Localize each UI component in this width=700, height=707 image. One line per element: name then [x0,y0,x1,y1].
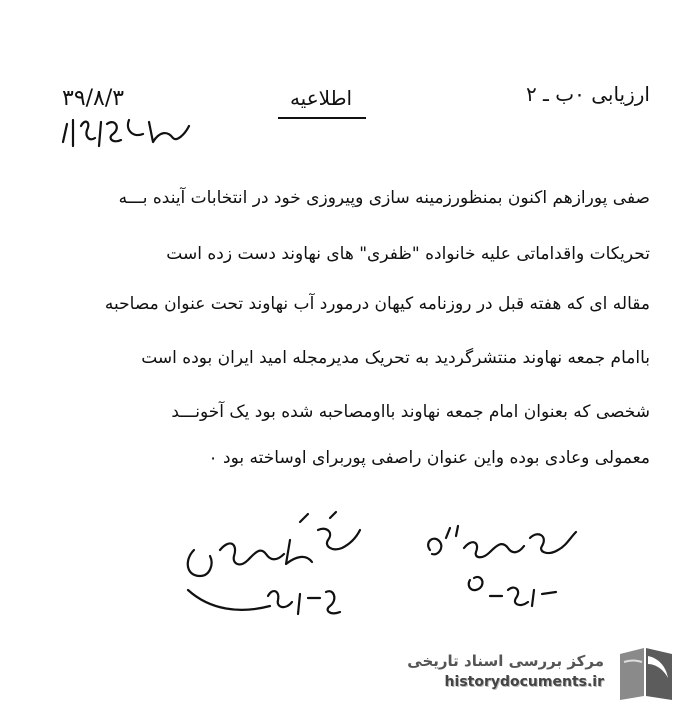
archive-center-name: مرکز بررسی اسناد تاریخی [407,652,604,670]
handwritten-date-signature [55,112,205,152]
body-line: تحریکات واقداماتی علیه خانواده "ظفری" های نهاوند دست زده است [166,244,650,264]
document-title: اطلاعیه [289,86,353,110]
body-line: مقاله ای که هفته قبل در روزنامه کیهان درمورد آب نهاوند تحت عنوان مصاحبه [104,294,650,314]
archive-website: historydocuments.ir [444,674,604,690]
archive-book-logo-icon [614,644,678,702]
handwritten-signature-right [410,520,590,620]
handwritten-signature-left [180,510,380,630]
body-line: باامام جمعه نهاوند منتشرگردید به تحریک مدیرمجله امید ایران بوده است [141,348,650,368]
body-line: شخصی که بعنوان امام جمعه نهاوند بااومصاحبه شده بود یک آخونـــد [171,402,650,422]
body-line: صفی پورازهم اکنون بمنظورزمینه سازی وپیروزی خود در انتخابات آینده بـــه [118,188,650,208]
title-underline [278,117,366,119]
body-line: معمولی وعادی بوده واین عنوان راصفی پوربرای اوساخته بود ۰ [208,448,650,468]
document-reference: ارزیابی ۰ب ـ ۲ [525,82,650,106]
document-number-date: ۳۹/۸/۳ [62,86,125,111]
